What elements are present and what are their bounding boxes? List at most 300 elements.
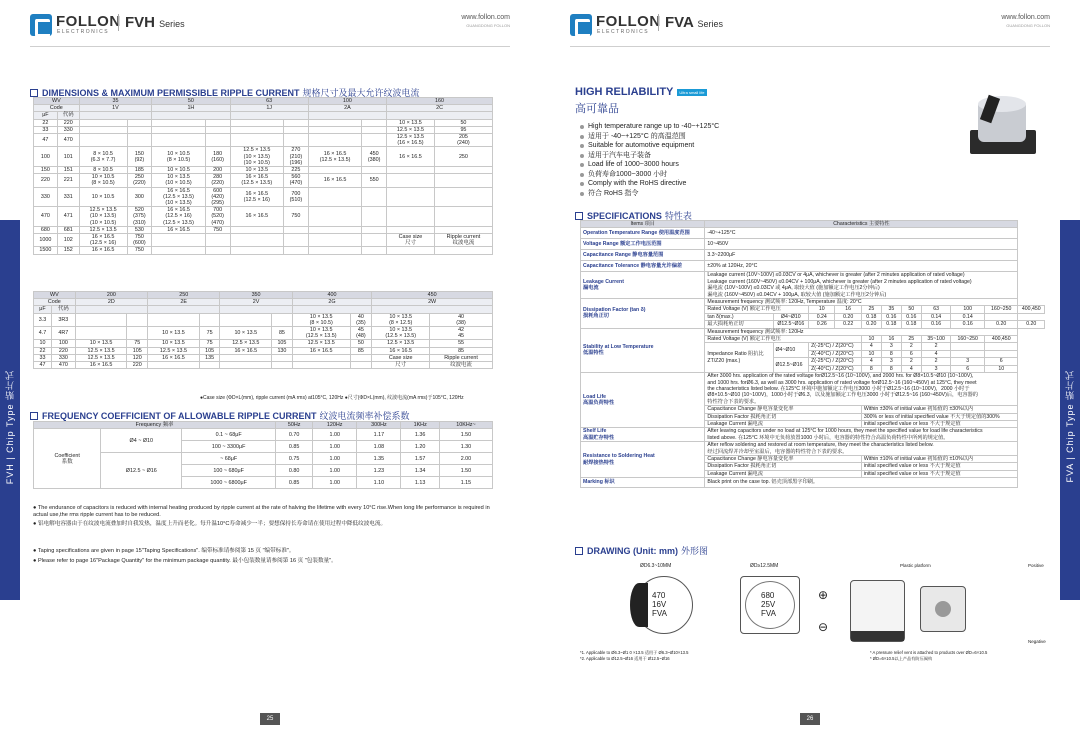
criteria-value: Within ±10% of initial value 初始值的 ±10%以内 — [861, 455, 1018, 462]
uf-label: μF — [34, 306, 52, 313]
data-cell: 16 × 16.5 — [292, 347, 350, 354]
data-cell — [220, 313, 272, 326]
ratio-label: Z(-25°C) / Z(20°C) — [809, 358, 862, 365]
table-cell — [230, 112, 308, 119]
data-cell: 225 — [284, 167, 309, 174]
data-row — [34, 453, 493, 465]
data-cell: 16 × 16.5 — [152, 226, 206, 233]
drawing-notes-right — [870, 650, 987, 662]
data-cell — [205, 247, 230, 254]
diameter-range: Ø12.5~Ø16 — [773, 358, 809, 373]
spec-label: Capacitance Range 静电容量范围 — [581, 250, 705, 261]
data-cell — [148, 313, 200, 326]
data-cell — [152, 119, 206, 126]
coefficient-value: 1.20 — [401, 441, 439, 453]
row-key: 3R3 — [52, 313, 76, 326]
coefficient-value: 0.85 — [276, 441, 313, 453]
data-cell: 12.5 × 13.5 (10 × 13.5) (10 × 10.5) — [230, 147, 284, 167]
data-cell: Ripple current — [430, 354, 493, 361]
data-cell: 10 × 13.5 — [148, 340, 200, 347]
section-title-zh: 特性表 — [664, 211, 692, 221]
coefficient-value: 0.75 — [276, 453, 313, 465]
ratio-label: Z(-40°C) / Z(20°C) — [809, 350, 862, 357]
data-cell: 10 × 10.5 (8 × 10.5) — [79, 174, 127, 187]
data-cell — [292, 354, 350, 361]
data-cell: 12.5 × 13.5 — [387, 126, 435, 133]
brand-sub: ELECTRONICS — [597, 29, 650, 35]
feature-item: Comply with the RoHS directive — [580, 179, 719, 189]
data-cell: 95 — [434, 126, 492, 133]
row-key: 47 — [34, 362, 52, 369]
reliability-badge: Ultra small life — [679, 89, 705, 95]
row-key: 1000 — [34, 234, 58, 247]
data-cell — [362, 207, 387, 227]
table-cell — [308, 112, 386, 119]
side-tab — [1060, 220, 1080, 600]
feature-item: 负荷寿命1000~3000 小时 — [580, 170, 719, 180]
data-cell: 250 — [434, 147, 492, 167]
characteristics-header: Characteristics 主要特性 — [705, 221, 1018, 228]
voltage-header: 200 — [75, 292, 147, 299]
impedance-label: Impedance Ratio 阻抗比 ZT/Z20 (max.) — [705, 343, 773, 373]
data-cell — [199, 313, 220, 326]
section-title: FREQUENCY COEFFICIENT OF ALLOWABLE RIPPLE CURRENT — [42, 411, 317, 421]
spec-value: -40~+125°C — [705, 228, 1018, 239]
spec-row — [581, 299, 1045, 306]
voltage-cell: 10 — [861, 336, 881, 343]
voltage-header: 450 — [372, 292, 493, 299]
page-number: 26 — [800, 713, 820, 725]
code-header: 2E — [148, 299, 220, 306]
criteria-label: Capacitance Change 静电容量变化率 — [705, 406, 861, 413]
marking-line: FVA — [652, 609, 667, 618]
feature-item: 适用于汽车电子装备 — [580, 151, 719, 161]
data-row — [34, 126, 493, 133]
data-cell: 尺寸 — [372, 362, 430, 369]
data-cell — [362, 234, 387, 247]
shelf-life-line: After leaving capacitors under no load at 125°C for 1000 hours, they meet the specified value for load life characteristics — [707, 428, 983, 435]
data-cell — [350, 354, 372, 361]
data-cell — [75, 313, 127, 326]
data-cell: 16 × 16.5 (12.5 × 16) — [79, 234, 127, 247]
frequency-header: 120Hz — [313, 422, 357, 429]
data-cell: 10 × 13.5 (8 × 10.5) — [292, 313, 350, 326]
df-value: 0.18 — [901, 321, 921, 328]
frequency-label: Frequency 频率 — [34, 422, 276, 429]
header — [570, 12, 1050, 38]
leakage-line: Leakage current (10V~100V) ≤0.03CV or 4μA, whichever is greater (after 2 minutes application of rated voltage) — [707, 272, 965, 279]
feature-item: Suitable for automotive equipment — [580, 141, 719, 151]
spec-value: 10~450V — [705, 239, 1018, 250]
row-key: 220 — [34, 174, 58, 187]
data-cell — [205, 234, 230, 247]
data-cell: 42 45 — [430, 327, 493, 340]
can-base — [935, 601, 951, 617]
df-value: 0.18 — [861, 313, 881, 320]
note-3: * A pressure relief vent is attached to products over ØD=6×10.5 — [870, 650, 988, 655]
reliability-title-zh: 高可靠品 — [575, 103, 619, 115]
capacitor-bottom-view — [920, 586, 966, 632]
data-cell — [308, 167, 362, 174]
note-1: *1. Applicable to Ø6.3~Ø1 0 ×13.5 适用于 Ø6.3~Ø10×13.5 — [580, 650, 689, 655]
data-cell: 16 × 16.5 (12.5 × 13.5) — [230, 174, 284, 187]
data-cell: 270 (210) (196) — [284, 147, 309, 167]
unit-row — [34, 306, 493, 313]
rated-voltage-label: Rated Voltage (V) 额定工作电压 — [705, 306, 809, 313]
row-key: 681 — [57, 226, 79, 233]
voltage-cell: 160~250 — [951, 336, 984, 343]
data-cell: 150 (92) — [127, 147, 152, 167]
spec-row — [581, 272, 1045, 299]
section-title: DIMENSIONS & MAXIMUM PERMISSIBLE RIPPLE CURRENT — [42, 88, 300, 98]
drawing-notes-left — [580, 650, 688, 662]
case-note: ●Case size (ΦD×L(mm), ripple current (mA rms) at105°C, 120Hz ●尺寸(ΦD×L(mm), 纹波电流(mA rms)于105°C, 120Hz — [200, 395, 464, 401]
data-cell — [284, 134, 309, 147]
df-value: 0.14 — [921, 313, 951, 320]
data-cell — [308, 247, 362, 254]
voltage-cell: 10 — [809, 306, 835, 313]
series-code: FVH — [125, 14, 155, 31]
data-cell: 50 — [350, 340, 372, 347]
coefficient-value: 1.00 — [313, 429, 357, 441]
data-cell: 40 (38) — [430, 313, 493, 326]
criteria-value: 300% or less of initial specified value 不大于规定值的300% — [861, 413, 1018, 420]
spec-row — [581, 442, 1045, 456]
data-cell — [387, 226, 435, 233]
frequency-header: 50Hz — [276, 422, 313, 429]
data-cell: 750 — [205, 226, 230, 233]
logo-icon — [30, 14, 52, 36]
code-header: 2G — [292, 299, 372, 306]
code-header: 2A — [308, 105, 386, 112]
note-en: ● The endurance of capacitors is reduced with internal heating produced by ripple current at the rate of halving the lifetime with every 10°C rise.When long life performance is required in actual use,the rms ripple current has to be reduced. — [33, 505, 490, 518]
data-cell — [127, 327, 148, 340]
section-drawing — [575, 544, 708, 557]
data-cell: Case size — [372, 354, 430, 361]
data-cell: 530 — [127, 226, 152, 233]
coefficient-value: 1.34 — [401, 465, 439, 477]
row-key: 22 — [34, 119, 58, 126]
data-cell — [205, 134, 230, 147]
data-cell: 185 — [127, 167, 152, 174]
ratio-value — [984, 343, 1018, 350]
plus-icon: ⊕ — [818, 588, 829, 602]
row-key: 470 — [57, 134, 79, 147]
ratio-value: 2 — [921, 343, 951, 350]
load-life-text — [705, 373, 1018, 406]
df-value: 0.16 — [921, 321, 951, 328]
data-cell: 16 × 16.5 — [148, 354, 200, 361]
url-text: www.follon.com — [461, 14, 510, 21]
shelf-life-line: listed above. 在125°C 环境中无负荷放置1000 小时后，电容器的特性符合高温负荷特性中所列的规定值。 — [707, 434, 949, 441]
data-cell — [362, 187, 387, 207]
row-key: 33 — [34, 354, 52, 361]
logo-icon — [570, 14, 592, 36]
data-cell: 520 (375) (310) — [127, 207, 152, 227]
coefficient-value: 2.00 — [439, 453, 492, 465]
data-cell — [284, 247, 309, 254]
row-key: 22 — [34, 347, 52, 354]
data-row — [34, 347, 493, 354]
data-cell — [127, 134, 152, 147]
ratio-value: 4 — [861, 343, 881, 350]
ratio-value: 2 — [901, 358, 921, 365]
code-header: 2C — [387, 105, 493, 112]
data-cell: 16 × 16.5 (12.5 × 13.5) (10 × 13.5) — [152, 187, 206, 207]
spec-label: Dissipation Factor (tan δ) 损耗角正切 — [581, 299, 705, 329]
side-tab-text: FVH | Chip Type 贴片式 — [5, 370, 15, 485]
base-plate — [851, 631, 904, 641]
df-value: 0.20 — [835, 313, 861, 320]
table-cell — [372, 306, 493, 313]
data-cell — [308, 134, 362, 147]
coefficient-value: 1.57 — [401, 453, 439, 465]
criteria-label: Dissipation Factor 损耗角正切 — [705, 463, 861, 470]
df-value: 0.14 — [951, 313, 984, 320]
criteria-value: initial specified value or less 不大于规定值 — [861, 470, 1018, 477]
ratio-value: 6 — [984, 358, 1018, 365]
row-key: 102 — [57, 234, 79, 247]
spec-label: Leakage Current 漏电流 — [581, 272, 705, 299]
data-cell — [308, 187, 362, 207]
data-cell: 750 — [284, 207, 309, 227]
df-value: 0.20 — [984, 321, 1018, 328]
ratio-value: 3 — [881, 343, 901, 350]
coefficient-value: 1.50 — [439, 429, 492, 441]
data-row — [34, 226, 493, 233]
data-cell — [152, 134, 206, 147]
spec-row — [581, 250, 1045, 261]
capacitor-photo — [960, 92, 1045, 162]
tan-label-zh: 最大损耗角正切 — [705, 321, 773, 328]
leakage-line: 漏电流 (160V~450V) ≤0.04CV + 100μA, 取较大值 (施加额定工作电压2分钟后) — [707, 291, 887, 298]
footnote-taping: ● Taping specifications are given in page 15"Taping Specifications". 编带标准请参阅第 15 页 "编带标准"。 — [33, 548, 295, 554]
feature-item: 适用于 -40~+125°C 的高温范围 — [580, 132, 719, 142]
df-value: 0.22 — [835, 321, 861, 328]
table-cell — [75, 306, 147, 313]
data-cell: 16 × 16.5 — [79, 247, 127, 254]
coefficient-value: 1.17 — [357, 429, 401, 441]
coefficient-value: 1.23 — [357, 465, 401, 477]
voltage-header: 63 — [230, 98, 308, 105]
frequency-header: 10KHz~ — [439, 422, 492, 429]
data-cell — [79, 126, 127, 133]
data-cell: 55 — [430, 340, 493, 347]
data-cell: 45 (48) — [350, 327, 372, 340]
voltage-cell: 25 — [901, 336, 921, 343]
spec-value — [705, 272, 1018, 299]
data-cell: 10 × 13.5 — [230, 167, 284, 174]
data-cell: 105 — [127, 347, 148, 354]
data-cell: 16 × 16.5 — [230, 207, 284, 227]
spec-label: Marking 标识 — [581, 478, 705, 488]
spec-row — [581, 239, 1045, 250]
ratio-value — [951, 343, 984, 350]
row-key: 47 — [34, 134, 58, 147]
data-cell: 12.5 × 13.5 (16 × 16.5) — [387, 134, 435, 147]
leakage-line: 漏电流 (10V~100V) ≤0.03CV 或 4μA, 取较大值 (施加额定工作电压2分钟后) — [707, 285, 880, 292]
voltage-cell: 35 — [881, 306, 901, 313]
endurance-notes — [33, 505, 503, 528]
section-title-zh: 纹波电流频率补偿系数 — [319, 411, 410, 421]
criteria-value: initial specified value or less 不大于规定值 — [861, 420, 1018, 427]
footnotes — [33, 548, 503, 565]
load-life-line: and 1000 hrs. forØ6.3, as well as 3000 hrs. application of rated voltage forØ12.5~16 (160~450V) at 125°C, they meet — [707, 379, 977, 386]
data-cell — [387, 207, 435, 227]
capacitance-range: 100 ~ 680μF — [182, 465, 276, 477]
data-cell — [75, 327, 127, 340]
data-cell: 10 × 13.5 — [75, 340, 127, 347]
reliability-title-text: HIGH RELIABILITY — [575, 86, 674, 98]
row-key: 101 — [57, 147, 79, 167]
url[interactable] — [461, 14, 510, 30]
header-row — [34, 98, 493, 105]
square-icon — [30, 412, 38, 420]
criteria-value: initial specified value or less 不大于规定值 — [861, 463, 1018, 470]
data-cell: 120 — [127, 354, 148, 361]
row-key: 152 — [57, 247, 79, 254]
feature-item: Load life of 1000~3000 hours — [580, 160, 719, 170]
data-cell: 8 × 10.5 — [79, 167, 127, 174]
coefficient-value: 1.00 — [313, 465, 357, 477]
coefficient-value: 1.00 — [313, 477, 357, 489]
capacitance-range: 100 ~ 3300μF — [182, 441, 276, 453]
data-cell — [308, 234, 362, 247]
data-cell: 105 — [199, 347, 220, 354]
row-key: 220 — [52, 347, 76, 354]
data-cell: 12.5 × 13.5 — [292, 340, 350, 347]
data-cell — [230, 134, 284, 147]
data-cell: 50 — [434, 119, 492, 126]
df-value: 0.20 — [861, 321, 881, 328]
data-cell: 700 (510) — [284, 187, 309, 207]
coefficient-value: 1.50 — [439, 465, 492, 477]
series-title — [118, 14, 185, 31]
data-row — [34, 354, 493, 361]
spec-label: Voltage Range 额定工作电压范围 — [581, 239, 705, 250]
coefficient-value: 1.36 — [401, 429, 439, 441]
row-key: 10 — [34, 340, 52, 347]
df-value: 0.16 — [881, 313, 901, 320]
df-value: 0.24 — [809, 313, 835, 320]
dimensions-table-1 — [33, 97, 493, 255]
right-page — [540, 0, 1080, 733]
voltage-cell: 160~250 — [984, 306, 1018, 313]
capacitor-side-view — [850, 580, 905, 642]
data-cell: 135 — [199, 354, 220, 361]
data-cell: 85 — [430, 347, 493, 354]
data-cell: 16 × 16.5 — [387, 147, 435, 167]
data-cell: 560 (470) — [284, 174, 309, 187]
voltage-header: 35 — [79, 98, 152, 105]
side-tab — [0, 220, 20, 600]
criteria-value: Within ±30% of initial value 初始值的 ±30%以内 — [861, 406, 1018, 413]
data-cell: 10 × 13.5 (12.5 × 13.5) — [292, 327, 350, 340]
ratio-value: 4 — [901, 365, 921, 372]
voltage-cell: 400,450 — [984, 336, 1018, 343]
row-key: 470 — [52, 362, 76, 369]
positive-label: Positive — [1028, 563, 1044, 568]
diameter-range: Ø4~Ø10 — [773, 343, 809, 358]
marking-line: 680 — [761, 591, 775, 600]
data-row — [34, 327, 493, 340]
data-cell: 16 × 16.5 — [220, 347, 272, 354]
spec-label: Operation Temperature Range 使用温度范围 — [581, 228, 705, 239]
unit-row — [34, 112, 493, 119]
data-cell: 16 × 16.5 — [75, 362, 127, 369]
data-cell — [284, 226, 309, 233]
ratio-label: Z(-40°C) / Z(20°C) — [809, 365, 862, 372]
row-key: 221 — [57, 174, 79, 187]
data-cell: 450 (380) — [362, 147, 387, 167]
feature-item: 符合 RoHS 指令 — [580, 189, 719, 199]
capacitance-range: ~ 68μF — [182, 453, 276, 465]
wv-label: WV — [34, 98, 80, 105]
data-cell: 16 × 16.5 — [308, 174, 362, 187]
data-cell — [127, 313, 148, 326]
url-text: www.follon.com — [1001, 14, 1050, 21]
data-cell — [362, 247, 387, 254]
voltage-header: 160 — [387, 98, 493, 105]
data-cell — [230, 247, 284, 254]
data-cell: 10 × 13.5 — [387, 119, 435, 126]
spec-row — [581, 428, 1045, 442]
data-cell — [230, 226, 284, 233]
divider — [30, 46, 510, 47]
data-cell — [434, 247, 492, 254]
row-key: 151 — [57, 167, 79, 174]
ratio-value — [951, 350, 984, 357]
marking-line: FVA — [761, 609, 776, 618]
coefficient-value: 1.30 — [439, 441, 492, 453]
data-cell: 12.5 × 13.5 — [75, 354, 127, 361]
shelf-life-text — [705, 428, 1018, 442]
ratio-value — [984, 350, 1018, 357]
data-cell — [152, 126, 206, 133]
coefficient-value: 0.70 — [276, 429, 313, 441]
data-cell: 200 — [205, 167, 230, 174]
code-header: 2V — [220, 299, 292, 306]
coefficient-value: 1.10 — [357, 477, 401, 489]
ratio-value: 6 — [901, 350, 921, 357]
header-row — [34, 292, 493, 299]
data-cell: 10 × 13.5 — [148, 327, 200, 340]
data-cell — [220, 354, 272, 361]
ratio-label: Z(-25°C) / Z(20°C) — [809, 343, 862, 350]
data-cell — [308, 126, 362, 133]
data-cell: Case size 尺寸 — [387, 234, 435, 247]
row-key: 4.7 — [34, 327, 52, 340]
plastic-platform-label: Plastic platform — [900, 563, 931, 568]
data-row — [34, 134, 493, 147]
code-header: 2D — [75, 299, 147, 306]
square-icon — [575, 212, 583, 220]
dimensions-table-2 — [33, 291, 493, 369]
url[interactable] — [1001, 14, 1050, 30]
row-key: 330 — [52, 354, 76, 361]
data-cell: 12.5 × 13.5 — [148, 347, 200, 354]
coefficient-value: 1.13 — [401, 477, 439, 489]
data-row — [34, 362, 493, 369]
ratio-value: 6 — [951, 365, 984, 372]
code-row — [34, 299, 493, 306]
minus-icon: ⊖ — [818, 620, 829, 634]
data-cell — [272, 362, 293, 369]
polarity-band — [630, 583, 648, 627]
data-row — [34, 187, 493, 207]
data-cell: 12.5 × 13.5 — [372, 340, 430, 347]
section-title-zh: 规格尺寸及最大允许纹波电流 — [302, 88, 420, 98]
